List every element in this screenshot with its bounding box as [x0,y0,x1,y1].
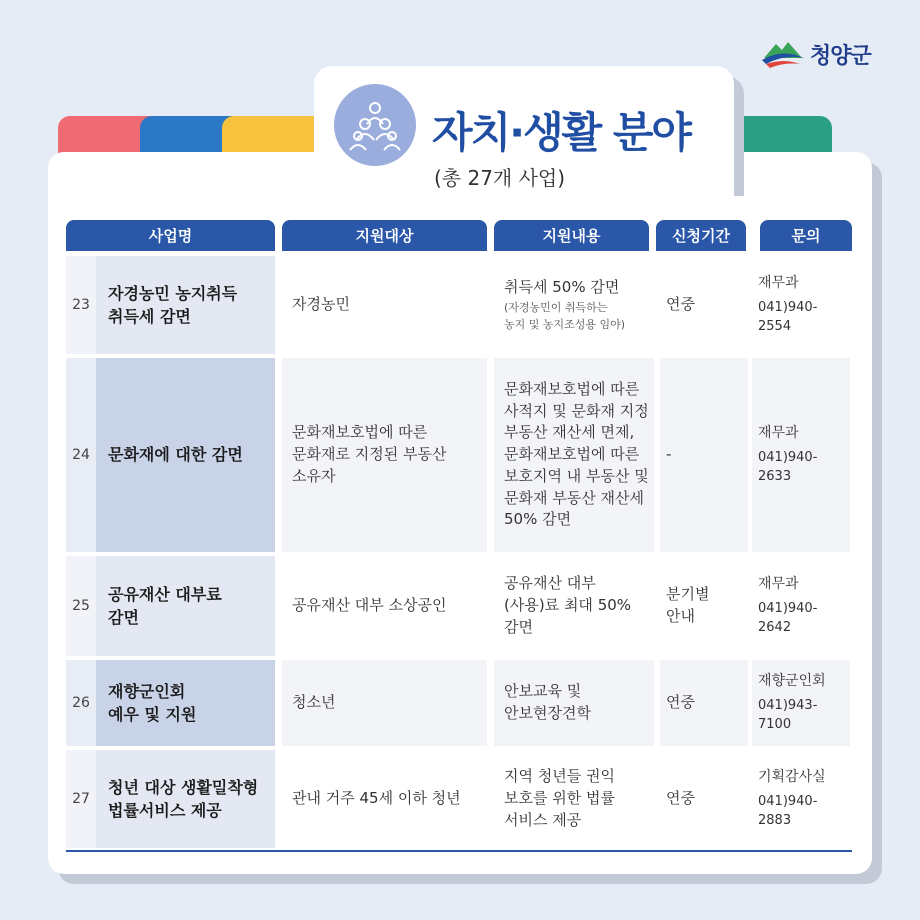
row-number: 24 [66,358,96,552]
project-name: 청년 대상 생활밀착형 법률서비스 제공 [96,750,275,848]
project-name: 재향군인회 예우 및 지원 [96,660,275,746]
brand-name: 청양군 [810,43,871,69]
period-cell: 연중 [660,256,748,354]
contact-phone: 041)940-2633 [758,450,818,485]
project-name: 문화재에 대한 감면 [96,358,275,552]
contact-dept: 재향군인회 [758,673,826,689]
row-number: 25 [66,556,96,656]
content-text: 취득세 50% 감면 [504,277,620,296]
period-cell: 연중 [660,750,748,848]
target-cell: 관내 거주 45세 이하 청년 [282,750,487,848]
contact-dept: 재무과 [758,425,799,441]
target-cell: 공유재산 대부 소상공인 [282,556,487,656]
contact-phone: 041)940-2554 [758,300,818,335]
content-text: 공유재산 대부 (사용)료 최대 50% 감면 [504,574,632,636]
target-cell: 청소년 [282,660,487,746]
contact-cell [752,750,850,848]
people-group-icon [334,84,416,166]
content-cell [494,358,654,552]
contact-phone: 041)940-2883 [758,794,818,829]
contact-phone: 041)943-7100 [758,698,818,733]
page-title: 자치·생활 분야 [432,108,691,157]
period-cell: 분기별 안내 [660,556,748,656]
content-text: 안보교육 및 안보현장견학 [504,682,591,722]
table-bottom-border [66,850,852,852]
header-target: 지원대상 [282,220,487,251]
content-cell [494,660,654,746]
brand-logo [760,38,871,70]
content-note: (자경농민이 취득하는 농지 및 농지조성용 임야) [504,301,626,331]
content-text: 지역 청년들 권익 보호를 위한 법률 서비스 제공 [504,767,615,829]
content-cell [494,556,654,656]
period-cell: - [660,358,748,552]
row-number: 27 [66,750,96,848]
project-name: 자경농민 농지취득 취득세 감면 [96,256,275,354]
header-content: 지원내용 [494,220,649,251]
contact-dept: 기획감사실 [758,769,826,785]
project-name: 공유재산 대부료 감면 [96,556,275,656]
content-cell [494,750,654,848]
contact-cell [752,660,850,746]
mountain-swoosh-logo-icon [760,38,806,70]
period-cell: 연중 [660,660,748,746]
content-cell [494,256,654,354]
contact-phone: 041)940-2642 [758,601,818,636]
contact-cell [752,256,850,354]
row-number: 26 [66,660,96,746]
target-cell: 자경농민 [282,256,487,354]
row-number: 23 [66,256,96,354]
target-cell: 문화재보호법에 따른 문화재로 지정된 부동산 소유자 [282,358,487,552]
contact-dept: 재무과 [758,275,799,291]
contact-cell [752,556,850,656]
header-contact: 문의 [760,220,852,251]
content-text: 문화재보호법에 따른 사적지 및 문화재 지정 부동산 재산세 면제, 문화재보호법에 따른 보호지역 내 부동산 및 문화재 부동산 재산세 50% 감면 [504,379,649,529]
page-subtitle: (총 27개 사업) [434,166,566,190]
header-project-name: 사업명 [66,220,275,251]
contact-cell [752,358,850,552]
header-period: 신청기간 [656,220,746,251]
contact-dept: 재무과 [758,576,799,592]
